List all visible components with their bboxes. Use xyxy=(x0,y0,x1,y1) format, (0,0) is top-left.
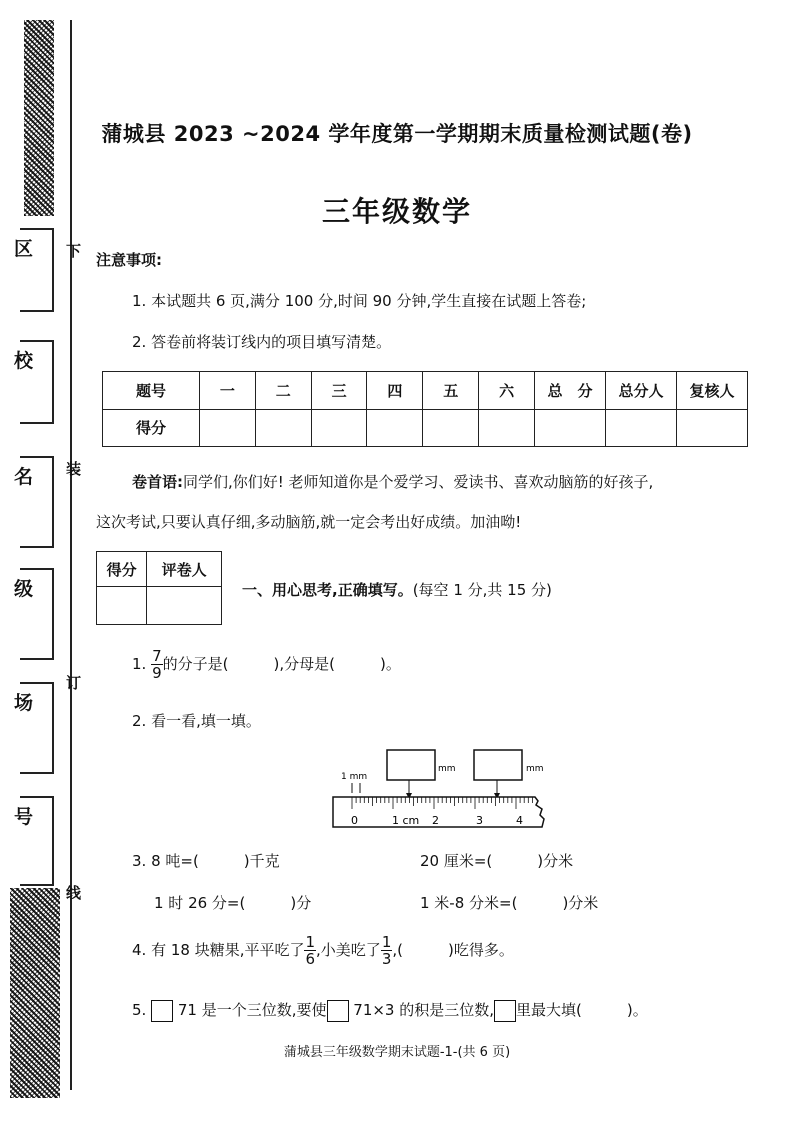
preface-line-2: 这次考试,只要认真仔细,多动脑筋,就一定会考出好成绩。加油呦! xyxy=(96,513,522,531)
score-header-cell: 二 xyxy=(255,372,311,410)
ruler-label-3: 3 xyxy=(476,814,483,827)
blank-square-2[interactable] xyxy=(327,1000,349,1022)
section-1-note: (每空 1 分,共 15 分) xyxy=(412,581,552,599)
binding-char-zhuang: 装 xyxy=(66,460,82,478)
score-header-cell: 六 xyxy=(479,372,535,410)
grader-name-header: 评卷人 xyxy=(147,552,222,587)
fraction-1-6: $\frac{1}{6}$ xyxy=(305,933,316,968)
section-1-title: 一、用心思考,正确填写。 xyxy=(242,581,413,599)
fraction-1-3: $\frac{1}{3}$ xyxy=(381,933,392,968)
side-box-class: 级 xyxy=(20,568,54,660)
notice-heading: 注意事项: xyxy=(96,251,162,269)
score-header-cell: 一 xyxy=(200,372,256,410)
binding-char-ding: 订 xyxy=(66,674,82,692)
notice-item-1: 1. 本试题共 6 页,满分 100 分,时间 90 分钟,学生直接在试题上答卷; xyxy=(132,292,587,310)
binding-char-xian: 线 xyxy=(66,884,82,902)
score-header-cell: 复核人 xyxy=(677,372,748,410)
exam-title: 蒲城县 2023 ~2024 学年度第一学期期末质量检测试题(卷) xyxy=(101,122,693,146)
preface-line-1 xyxy=(132,471,653,492)
unit-label-1: mm xyxy=(438,764,456,774)
score-cell[interactable] xyxy=(535,409,606,447)
score-table-score-row xyxy=(103,409,748,447)
side-box-school: 校 xyxy=(20,340,54,424)
answer-box-2[interactable] xyxy=(474,750,522,780)
question-4: 4. 有 18 块糖果,平平吃了 $\frac{1}{6}$ ,小美吃了 $\frac{1}{3}$ ,( )吃得多。 xyxy=(132,933,514,968)
score-cell[interactable] xyxy=(367,409,423,447)
side-box-name: 名 xyxy=(20,456,54,548)
side-box-seat-number: 号 xyxy=(20,796,54,886)
score-cell[interactable] xyxy=(479,409,535,447)
question-3b: 20 厘米=( )分米 xyxy=(420,852,574,870)
question-1: 1. $\frac{7}{9}$ 的分子是( ),分母是( )。 xyxy=(132,647,401,682)
grader-table xyxy=(96,551,222,625)
noise-pattern-bottom xyxy=(10,888,60,1098)
ruler-label-2: 2 xyxy=(432,814,439,827)
question-3c: 1 时 26 分=( )分 xyxy=(154,894,312,912)
blank-square-3[interactable] xyxy=(494,1000,516,1022)
unit-label-2: mm xyxy=(526,764,544,774)
question-3d: 1 米-8 分米=( )分米 xyxy=(420,894,599,912)
score-header-cell: 三 xyxy=(311,372,367,410)
side-box-exam-room: 场 xyxy=(20,682,54,774)
scale-note: 1 mm xyxy=(341,772,368,782)
section-1-heading xyxy=(242,579,552,600)
fraction-7-9: $\frac{7}{9}$ xyxy=(152,647,162,682)
score-cell[interactable] xyxy=(311,409,367,447)
score-cell[interactable] xyxy=(606,409,677,447)
score-header-cell: 五 xyxy=(423,372,479,410)
ruler-label-4: 4 xyxy=(516,814,523,827)
ruler-figure xyxy=(330,745,570,835)
binding-char-xia: 下 xyxy=(66,242,82,260)
exam-subtitle: 三年级数学 xyxy=(321,195,472,228)
ruler-label-1cm: 1 cm xyxy=(392,814,420,827)
score-header-cell: 总分人 xyxy=(606,372,677,410)
side-box-district: 区 xyxy=(20,228,54,312)
score-cell[interactable] xyxy=(200,409,256,447)
score-header-cell: 四 xyxy=(367,372,423,410)
blank-square-1[interactable] xyxy=(151,1000,173,1022)
score-cell[interactable] xyxy=(255,409,311,447)
preface-text-1: 同学们,你们好! 老师知道你是个爱学习、爱读书、喜欢动脑筋的好孩子, xyxy=(183,473,654,491)
ruler-label-0: 0 xyxy=(351,814,358,827)
preface-label: 卷首语: xyxy=(132,473,183,491)
question-2: 2. 看一看,填一填。 xyxy=(132,712,261,730)
score-header-cell: 总 分 xyxy=(535,372,606,410)
score-row-label: 得分 xyxy=(103,409,200,447)
grader-name-cell[interactable] xyxy=(147,587,222,625)
score-table-header-row xyxy=(103,372,748,410)
question-5: 5. 71 是一个三位数,要使 71×3 的积是三位数, 里最大填( )。 xyxy=(132,999,648,1022)
page-footer: 蒲城县三年级数学期末试题-1-(共 6 页) xyxy=(283,1045,511,1060)
score-cell[interactable] xyxy=(677,409,748,447)
score-header-cell: 题号 xyxy=(103,372,200,410)
notice-item-2: 2. 答卷前将装订线内的项目填写清楚。 xyxy=(132,333,392,351)
grader-score-cell[interactable] xyxy=(97,587,147,625)
score-cell[interactable] xyxy=(423,409,479,447)
binding-line xyxy=(70,20,72,1090)
question-3a: 3. 8 吨=( )千克 xyxy=(132,852,280,870)
score-table xyxy=(102,371,748,447)
answer-box-1[interactable] xyxy=(387,750,435,780)
grader-score-header: 得分 xyxy=(97,552,147,587)
